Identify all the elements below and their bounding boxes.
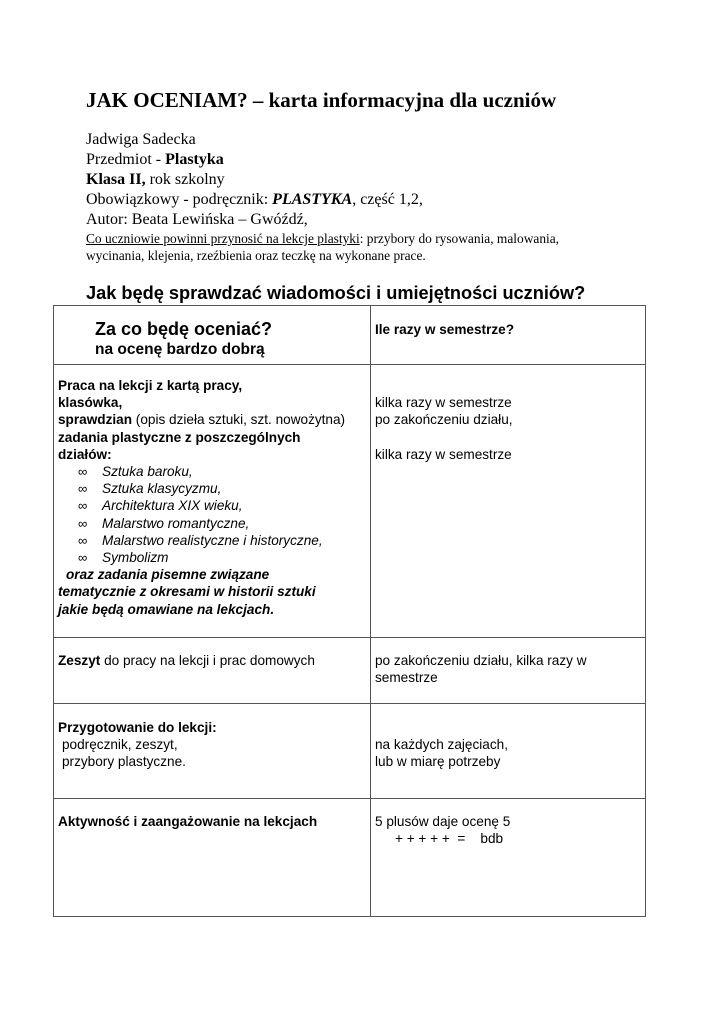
header-cell-criteria — [54, 306, 371, 365]
infinity-bullet-icon: ∞ — [78, 481, 88, 497]
class-label: Klasa II, — [86, 171, 146, 188]
criteria-subtitle: na ocenę bardzo dobrą — [95, 341, 265, 358]
criteria-line: działów: — [58, 446, 112, 462]
frequency-cell — [371, 365, 646, 638]
table-row — [54, 704, 646, 799]
criteria-cell — [54, 704, 371, 799]
frequency-line: 5 plusów daje ocenę 5 — [375, 814, 511, 829]
criteria-line: podręcznik, zeszyt, — [62, 737, 178, 753]
criteria-question: Za co będę oceniać? — [95, 319, 273, 339]
document-header — [86, 130, 559, 264]
table-row — [54, 365, 646, 638]
textbook-line — [86, 190, 559, 210]
topic-text: Malarstwo realistyczne i historyczne, — [102, 532, 323, 548]
criteria-cell — [54, 638, 371, 704]
subject-value: Plastyka — [165, 151, 224, 168]
supplies-text-2: wycinania, klejenia, rzeźbienia oraz teczkę na wykonane prace. — [86, 248, 426, 263]
frequency-cell — [371, 799, 646, 917]
frequency-line: po zakończeniu działu, kilka razy w — [375, 653, 587, 668]
frequency-line: lub w miarę potrzeby — [375, 754, 501, 770]
criteria-line: jakie będą omawiane na lekcjach. — [58, 601, 275, 617]
frequency-line: semestrze — [375, 670, 438, 686]
header-cell-frequency — [371, 306, 646, 365]
document-title: JAK OCENIAM? – karta informacyjna dla uczniów — [86, 88, 557, 112]
list-item — [78, 515, 366, 532]
grading-table — [53, 305, 646, 917]
list-item — [78, 532, 366, 549]
supplies-note — [86, 230, 559, 264]
frequency-line: kilka razy w semestrze — [375, 446, 512, 462]
notebook-label: Zeszyt — [58, 653, 101, 668]
textbook-label: Obowiązkowy - podręcznik: — [86, 191, 273, 208]
infinity-bullet-icon: ∞ — [78, 532, 88, 548]
criteria-line: zadania plastyczne z poszczególnych — [58, 429, 301, 445]
test-description: (opis dzieła sztuki, szt. nowożytna) — [132, 412, 346, 428]
activity-label: Aktywność i zaangażowanie na lekcjach — [58, 814, 318, 829]
plus-formula: + + + + + = bdb — [395, 831, 504, 847]
criteria-line: Praca na lekcji z kartą pracy, — [58, 378, 243, 393]
frequency-line: po zakończeniu działu, — [375, 412, 513, 428]
section-heading: Jak będę sprawdzać wiadomości i umiejętności uczniów? — [86, 283, 586, 303]
table-row — [54, 799, 646, 917]
notebook-description: do pracy na lekcji i prac domowych — [100, 653, 315, 668]
infinity-bullet-icon: ∞ — [78, 550, 88, 566]
topics-list — [58, 463, 366, 566]
list-item — [78, 549, 366, 566]
topic-text: Malarstwo romantyczne, — [102, 515, 250, 531]
criteria-line — [58, 411, 366, 428]
frequency-line: kilka razy w semestrze — [375, 395, 512, 410]
criteria-line: przybory plastyczne. — [62, 754, 186, 770]
supplies-text-1: : przybory do rysowania, malowania, — [359, 231, 560, 246]
topic-text: Symbolizm — [102, 550, 169, 566]
test-label: sprawdzian — [58, 412, 133, 428]
subject-label: Przedmiot - — [86, 151, 166, 168]
criteria-line: klasówka, — [58, 395, 123, 411]
frequency-cell — [371, 638, 646, 704]
supplies-label: Co uczniowie powinni przynosić na lekcje plastyki — [86, 231, 360, 246]
list-item — [78, 463, 366, 480]
topic-text: Sztuka klasycyzmu, — [102, 481, 222, 497]
topic-text: Sztuka baroku, — [102, 464, 193, 480]
infinity-bullet-icon: ∞ — [78, 464, 88, 480]
textbook-author: Autor: Beata Lewińska – Gwóźdź, — [86, 211, 308, 228]
subject-line — [86, 150, 559, 170]
list-item — [78, 497, 366, 514]
criteria-line: tematycznie z okresami w historii sztuki — [58, 584, 316, 600]
school-year: rok szkolny — [145, 171, 225, 188]
criteria-line: Przygotowanie do lekcji: — [58, 720, 217, 735]
frequency-cell — [371, 704, 646, 799]
list-item — [78, 480, 366, 497]
infinity-bullet-icon: ∞ — [78, 515, 88, 531]
topic-text: Architektura XIX wieku, — [102, 498, 243, 514]
teacher-name: Jadwiga Sadecka — [86, 131, 196, 148]
table-row — [54, 638, 646, 704]
infinity-bullet-icon: ∞ — [78, 498, 88, 514]
class-line — [86, 170, 559, 190]
criteria-cell — [54, 799, 371, 917]
criteria-cell — [54, 365, 371, 638]
textbook-title: PLASTYKA — [272, 191, 353, 208]
table-header-row — [54, 306, 646, 365]
frequency-question: Ile razy w semestrze? — [375, 322, 515, 337]
frequency-line: na każdych zajęciach, — [375, 737, 508, 752]
textbook-parts: , część 1,2, — [352, 191, 423, 208]
criteria-line: oraz zadania pisemne związane — [66, 567, 270, 583]
